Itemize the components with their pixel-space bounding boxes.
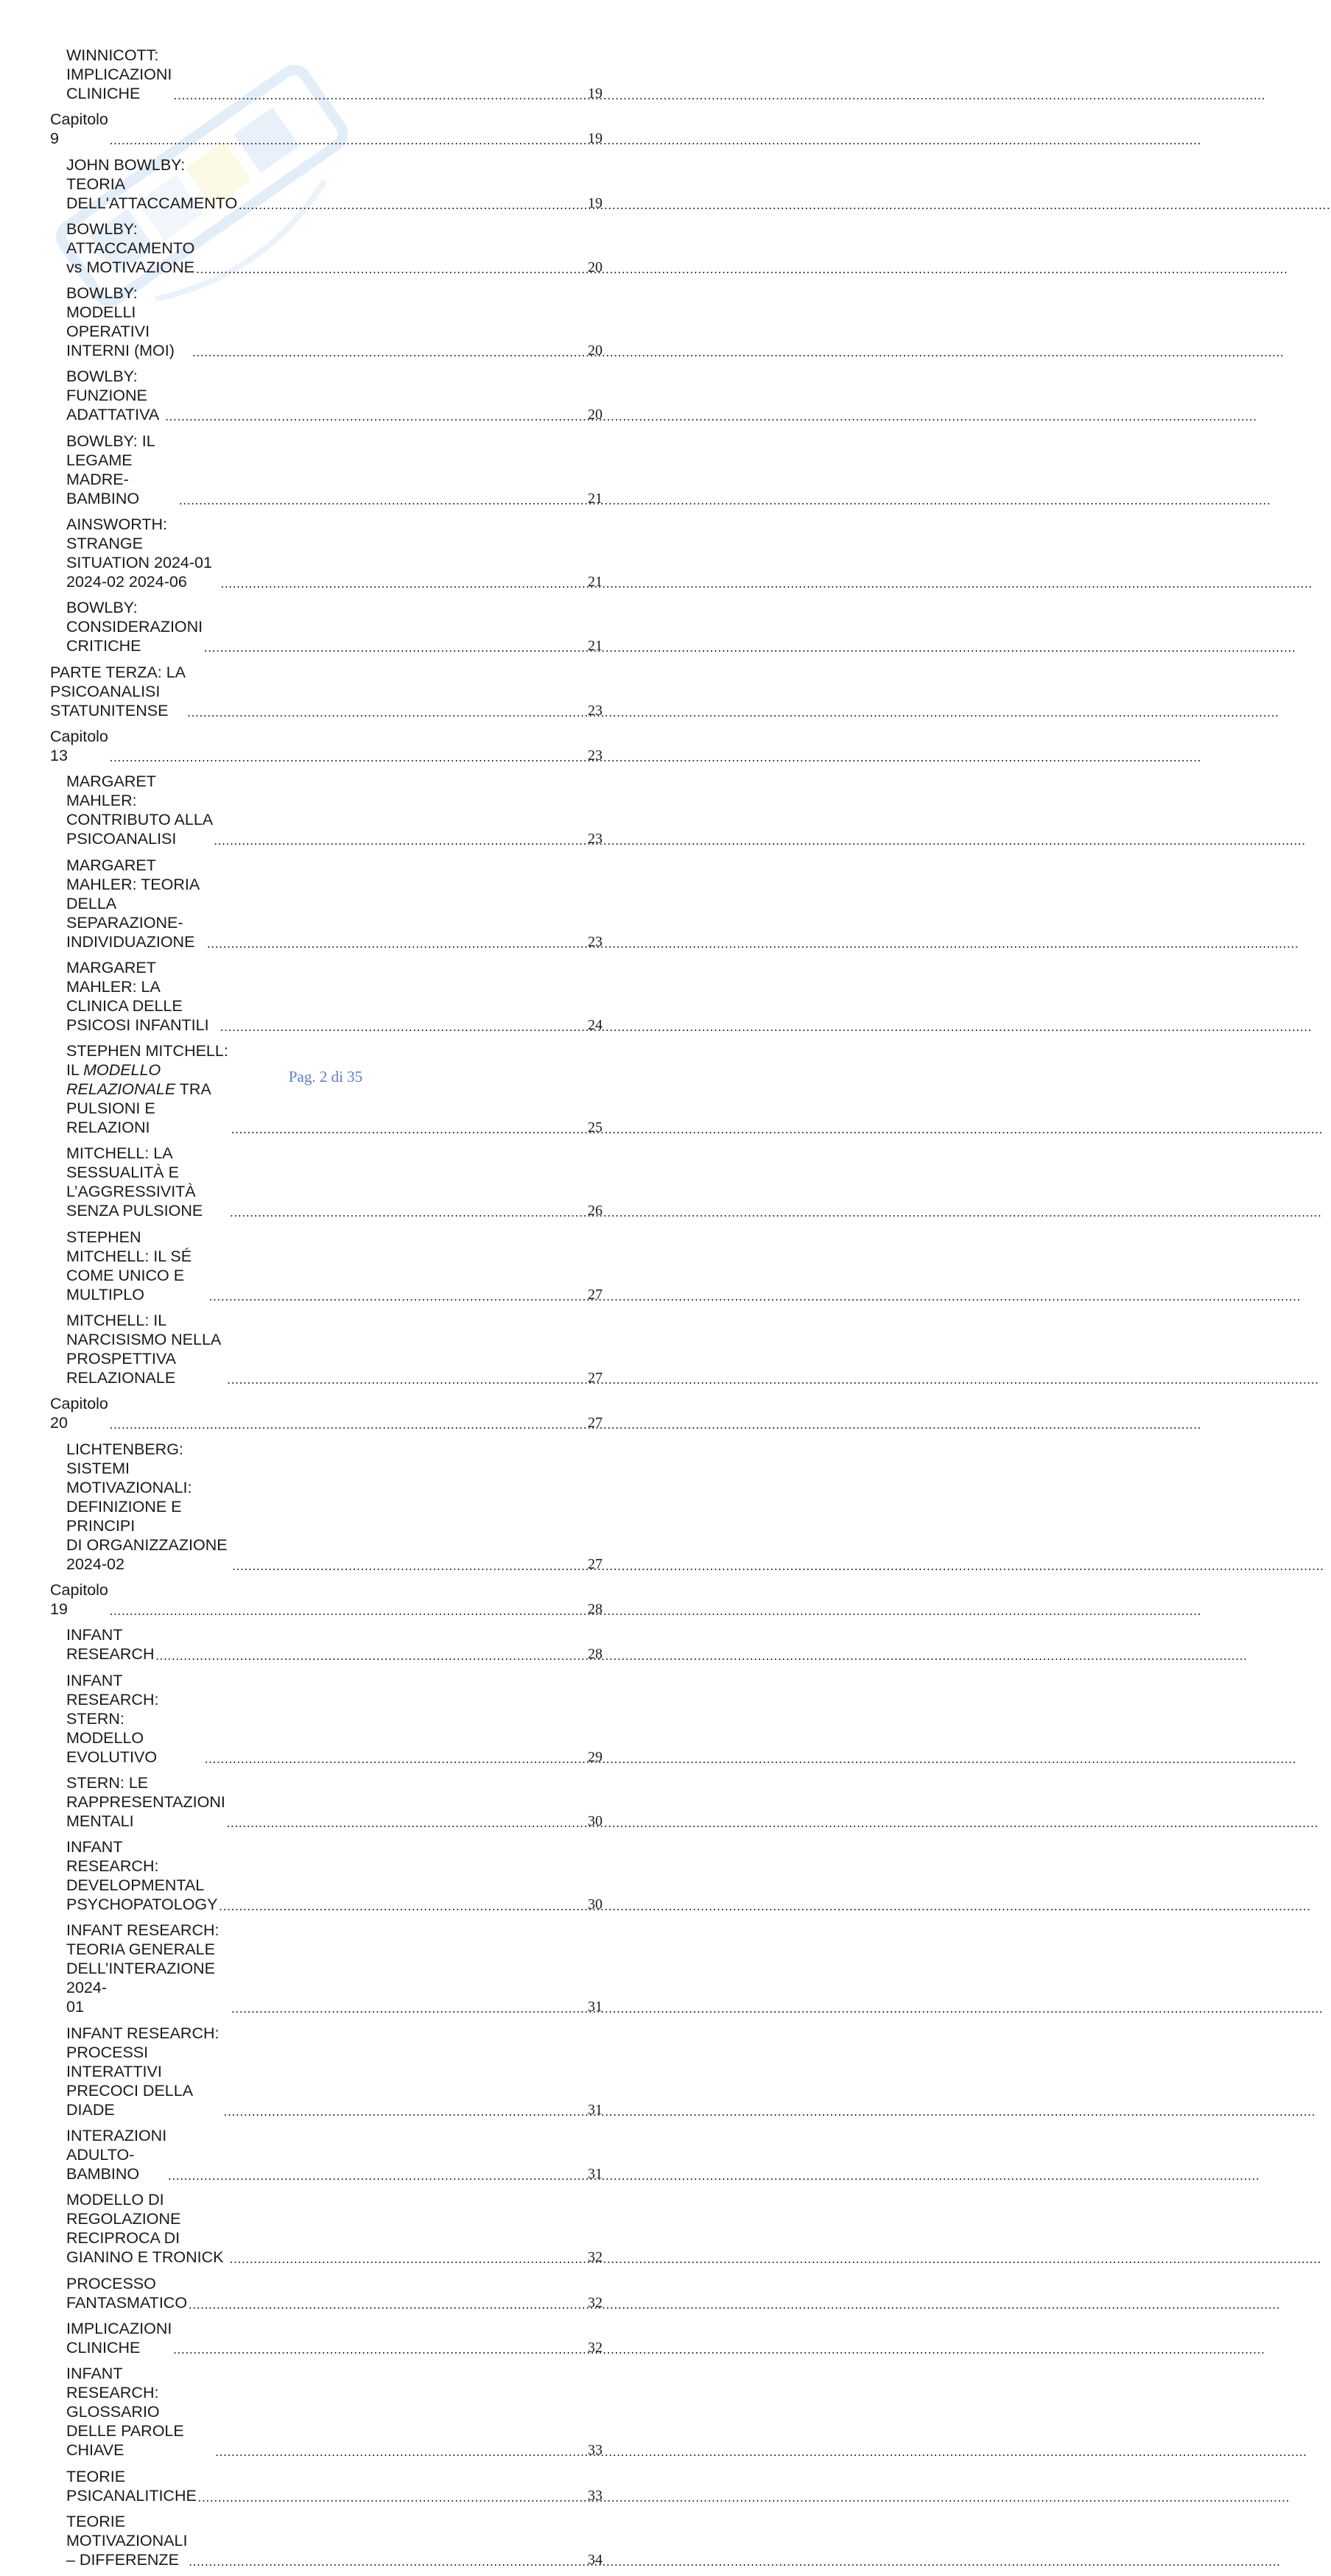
toc-entry-title xyxy=(66,1041,230,1137)
toc-entry[interactable] xyxy=(66,958,603,1035)
dot-leader xyxy=(179,493,586,508)
dot-leader xyxy=(168,2169,586,2183)
toc-entry-title xyxy=(66,2024,222,2119)
toc-entry-title-text: STERN: LE RAPPRESENTAZIONI MENTALI xyxy=(66,1773,225,1830)
toc-entry-page: 20 xyxy=(588,407,603,423)
toc-entry[interactable] xyxy=(66,432,603,508)
dot-leader xyxy=(198,2491,586,2505)
toc-entry-title-text: INFANT RESEARCH: STERN: MODELLO EVOLUTIVO xyxy=(66,1671,159,1766)
toc-entry-title xyxy=(66,1773,225,1831)
toc-entry-title xyxy=(66,2467,197,2505)
toc-entry-title xyxy=(66,1837,218,1914)
toc-entry-title-text: MARGARET MAHLER: LA CLINICA DELLE PSICOSI INFANTILI xyxy=(66,958,209,1034)
dot-leader xyxy=(231,2002,586,2016)
toc-entry[interactable] xyxy=(66,2467,603,2505)
toc-entry-page: 21 xyxy=(588,574,603,591)
toc-entry-title-line: INFANT RESEARCH: TEORIA GENERALE DELL’INTERAZIONE 2024- xyxy=(66,1921,220,1997)
dot-leader xyxy=(196,262,586,277)
toc-entry[interactable] xyxy=(66,1041,603,1137)
toc-entry-title-part: STEPHEN MITCHELL: IL xyxy=(66,1042,228,1080)
toc-entry-title xyxy=(66,46,172,103)
toc-entry-page: 30 xyxy=(588,1812,603,1829)
toc-entry-title xyxy=(50,110,108,148)
dot-leader xyxy=(207,937,586,951)
toc-entry[interactable] xyxy=(66,2364,603,2460)
dot-leader xyxy=(110,750,586,765)
toc-entry-title xyxy=(66,2274,187,2312)
table-of-contents xyxy=(50,46,603,2576)
toc-entry[interactable] xyxy=(66,1625,603,1664)
toc-entry[interactable] xyxy=(66,219,603,277)
toc-entry-title xyxy=(66,2364,214,2460)
toc-entry-title-line: INFANT RESEARCH: PROCESSI INTERATTIVI PRECOCI DELLA xyxy=(66,2024,220,2100)
toc-entry[interactable] xyxy=(66,1228,603,1304)
toc-entry-title xyxy=(66,2126,166,2183)
toc-entry-title-text: BOWLBY: CONSIDERAZIONI CRITICHE xyxy=(66,599,203,655)
toc-entry-title-text: IMPLICAZIONI CLINICHE xyxy=(66,2319,172,2357)
toc-entry-title-text: TEORIE PSICANALITICHE xyxy=(66,2467,197,2505)
toc-entry-title-text: BOWLBY: FUNZIONE ADATTATIVA xyxy=(66,367,160,424)
toc-entry[interactable] xyxy=(66,1921,603,2016)
dot-leader xyxy=(110,133,586,148)
toc-entry-title-text: Capitolo 9 xyxy=(50,110,108,148)
toc-entry[interactable] xyxy=(66,155,603,213)
dot-leader xyxy=(232,1559,586,1574)
toc-entry-page: 23 xyxy=(588,933,603,950)
toc-entry-title xyxy=(50,727,108,765)
toc-entry[interactable] xyxy=(66,2190,603,2267)
toc-entry-title xyxy=(66,515,220,591)
toc-entry-title-part: TRA PULSIONI E xyxy=(66,1080,211,1118)
toc-entry-title-text: STEPHEN MITCHELL: IL SÉ COME UNICO E MULTIPLO xyxy=(66,1228,192,1303)
toc-entry-page: 24 xyxy=(588,1016,603,1033)
dot-leader xyxy=(187,705,586,720)
toc-entry-page: 34 xyxy=(588,2551,603,2568)
dot-leader xyxy=(192,345,586,360)
toc-entry-title xyxy=(66,1921,230,2016)
toc-entry[interactable] xyxy=(66,2024,603,2119)
toc-entry-title xyxy=(66,1228,208,1304)
toc-entry-title xyxy=(66,2512,187,2569)
dot-leader xyxy=(189,2555,586,2569)
toc-entry[interactable] xyxy=(50,727,603,765)
toc-entry-title xyxy=(66,958,219,1035)
toc-entry-page: 28 xyxy=(588,1600,603,1617)
dot-leader xyxy=(205,1752,586,1767)
toc-entry-title-text: MODELLO DI REGOLAZIONE RECIPROCA DI GIANINO E TRONICK xyxy=(66,2191,224,2267)
toc-entry-page: 19 xyxy=(588,85,603,102)
toc-entry-page: 26 xyxy=(588,1203,603,1220)
toc-entry-title xyxy=(66,155,237,213)
toc-entry-title-text: INTERAZIONI ADULTO-BAMBINO xyxy=(66,2127,167,2183)
toc-entry[interactable] xyxy=(66,1440,603,1574)
toc-entry-title-text: Capitolo 20 xyxy=(50,1395,108,1432)
toc-entry-page: 32 xyxy=(588,2339,603,2356)
toc-entry-title xyxy=(66,367,164,424)
toc-entry-page: 30 xyxy=(588,1896,603,1913)
toc-entry-title xyxy=(66,1311,226,1387)
toc-entry-title-text: PROCESSO FANTASMATICO xyxy=(66,2274,188,2312)
toc-entry-title-italic: MODELLO RELAZIONALE xyxy=(66,1061,176,1099)
toc-entry[interactable] xyxy=(50,663,603,720)
toc-entry-title-text: BOWLBY: MODELLI OPERATIVI INTERNI (MOI) xyxy=(66,284,175,360)
dot-leader xyxy=(209,1289,586,1304)
toc-entry-title-text: MITCHELL: IL NARCISISMO NELLA PROSPETTIVA RELAZIONALE xyxy=(66,1312,221,1387)
toc-entry-title-text: JOHN BOWLBY: TEORIA DELL'ATTACCAMENTO xyxy=(66,155,238,212)
toc-entry-title xyxy=(50,1394,108,1432)
page-footer: Pag. 2 di 35 xyxy=(288,1068,363,1085)
toc-entry-title-text: WINNICOTT: IMPLICAZIONI CLINICHE xyxy=(66,46,172,102)
toc-entry-page: 31 xyxy=(588,1999,603,2016)
toc-entry-title-text: DI ORGANIZZAZIONE 2024-02 xyxy=(66,1535,228,1573)
toc-entry-page: 27 xyxy=(588,1370,603,1387)
toc-entry-title-text: MITCHELL: LA SESSUALITÀ E L’AGGRESSIVITÀ SENZA PULSIONE xyxy=(66,1144,203,1220)
dot-leader xyxy=(220,1899,586,1914)
toc-entry-title xyxy=(66,432,178,508)
dot-leader xyxy=(155,1649,586,1664)
toc-entry-page: 20 xyxy=(588,258,603,275)
dot-leader xyxy=(227,1816,586,1831)
dot-leader xyxy=(110,1604,586,1619)
dot-leader xyxy=(239,198,586,213)
toc-entry-title-text: RELAZIONI xyxy=(66,1119,150,1137)
dot-leader xyxy=(228,1373,587,1387)
toc-entry[interactable] xyxy=(66,1837,603,1914)
dot-leader xyxy=(165,409,586,424)
toc-entry[interactable] xyxy=(66,1773,603,1831)
toc-entry-title-text: INFANT RESEARCH: DEVELOPMENTAL PSYCHOPATOLOGY xyxy=(66,1838,218,1914)
toc-entry-title-text: BOWLBY: IL LEGAME MADRE-BAMBINO xyxy=(66,432,155,507)
toc-entry-title-text: INDIVIDUAZIONE xyxy=(66,932,195,951)
toc-entry-page: 23 xyxy=(588,831,603,848)
toc-entry[interactable] xyxy=(50,1394,603,1432)
dot-leader xyxy=(231,1122,586,1137)
toc-entry-page: 27 xyxy=(588,1555,603,1572)
toc-entry-title xyxy=(50,1580,108,1619)
dot-leader xyxy=(204,641,586,655)
dot-leader xyxy=(110,1418,586,1432)
dot-leader xyxy=(220,1020,586,1035)
toc-entry-title xyxy=(66,1671,203,1767)
toc-entry-title-text: Capitolo 13 xyxy=(50,727,108,764)
toc-entry-title-text: BOWLBY: ATTACCAMENTO vs MOTIVAZIONE xyxy=(66,219,195,276)
toc-entry-title-text: DIADE xyxy=(66,2100,115,2119)
dot-leader xyxy=(224,2105,586,2119)
toc-entry-title-text: Capitolo 19 xyxy=(50,1580,108,1618)
toc-entry-title xyxy=(66,856,206,951)
toc-entry-page: 28 xyxy=(588,1646,603,1663)
dot-leader xyxy=(230,1206,586,1220)
toc-entry-title xyxy=(66,772,213,848)
toc-entry-title-text: TEORIE MOTIVAZIONALI – DIFFERENZE xyxy=(66,2512,188,2569)
toc-entry[interactable] xyxy=(66,1311,603,1387)
toc-entry-title xyxy=(66,1625,154,1664)
toc-entry[interactable] xyxy=(66,515,603,591)
toc-entry-page: 32 xyxy=(588,2249,603,2266)
toc-entry-title xyxy=(50,663,186,720)
toc-entry-page: 23 xyxy=(588,702,603,719)
toc-entry-page: 21 xyxy=(588,638,603,655)
toc-entry-title xyxy=(66,598,203,655)
toc-entry[interactable] xyxy=(66,772,603,848)
toc-entry-page: 29 xyxy=(588,1748,603,1765)
toc-entry-title-text: AINSWORTH: STRANGE SITUATION 2024-01 2024-02 2024-06 xyxy=(66,515,212,591)
toc-entry-page: 23 xyxy=(588,747,603,764)
toc-entry[interactable] xyxy=(66,367,603,424)
toc-entry[interactable] xyxy=(66,2126,603,2183)
toc-entry-title xyxy=(66,284,191,360)
toc-entry-page: 32 xyxy=(588,2294,603,2311)
toc-entry-title-line: MARGARET MAHLER: TEORIA DELLA SEPARAZIONE- xyxy=(66,856,200,932)
toc-entry-page: 27 xyxy=(588,1415,603,1432)
toc-entry-page: 31 xyxy=(588,2101,603,2118)
dot-leader xyxy=(189,2298,586,2312)
toc-entry-page: 27 xyxy=(588,1286,603,1303)
toc-entry-title-text: 01 xyxy=(66,1998,84,2016)
toc-entry-title-line: LICHTENBERG: SISTEMI MOTIVAZIONALI: DEFINIZIONE E PRINCIPI xyxy=(66,1440,192,1535)
toc-entry[interactable] xyxy=(66,1671,603,1767)
toc-entry-title xyxy=(66,219,194,277)
toc-entry-page: 21 xyxy=(588,490,603,507)
toc-entry-title xyxy=(66,2319,172,2357)
toc-entry-title-text: PARTE TERZA: LA PSICOANALISI STATUNITENSE xyxy=(50,663,185,719)
toc-entry[interactable] xyxy=(66,2319,603,2357)
dot-leader xyxy=(221,577,586,591)
toc-entry-page: 19 xyxy=(588,194,603,211)
toc-entry-title-text: INFANT RESEARCH xyxy=(66,1626,155,1664)
toc-entry[interactable] xyxy=(50,110,603,148)
toc-entry[interactable] xyxy=(66,1144,603,1220)
toc-entry-page: 20 xyxy=(588,342,603,359)
toc-entry-title xyxy=(66,1144,228,1220)
toc-entry[interactable] xyxy=(66,856,603,951)
toc-entry-title xyxy=(66,2190,228,2267)
dot-leader xyxy=(215,2445,586,2460)
toc-entry-page: 33 xyxy=(588,2487,603,2504)
dot-leader xyxy=(230,2252,586,2267)
dot-leader xyxy=(174,88,586,103)
toc-entry-title xyxy=(66,1440,231,1574)
dot-leader xyxy=(173,2343,586,2357)
toc-entry-page: 31 xyxy=(588,2166,603,2183)
toc-entry-title-text: INFANT RESEARCH: GLOSSARIO DELLE PAROLE CHIAVE xyxy=(66,2365,184,2460)
dot-leader xyxy=(214,834,586,848)
toc-entry-page: 25 xyxy=(588,1119,603,1136)
toc-entry[interactable] xyxy=(66,46,603,103)
toc-entry-page: 19 xyxy=(588,130,603,147)
toc-entry[interactable] xyxy=(66,284,603,360)
toc-entry-title-text: MARGARET MAHLER: CONTRIBUTO ALLA PSICOANALISI xyxy=(66,773,212,848)
toc-entry[interactable] xyxy=(66,2274,603,2312)
toc-entry[interactable] xyxy=(66,2512,603,2569)
toc-entry[interactable] xyxy=(66,598,603,655)
toc-entry-page: 33 xyxy=(588,2442,603,2459)
toc-entry[interactable] xyxy=(50,1580,603,1619)
